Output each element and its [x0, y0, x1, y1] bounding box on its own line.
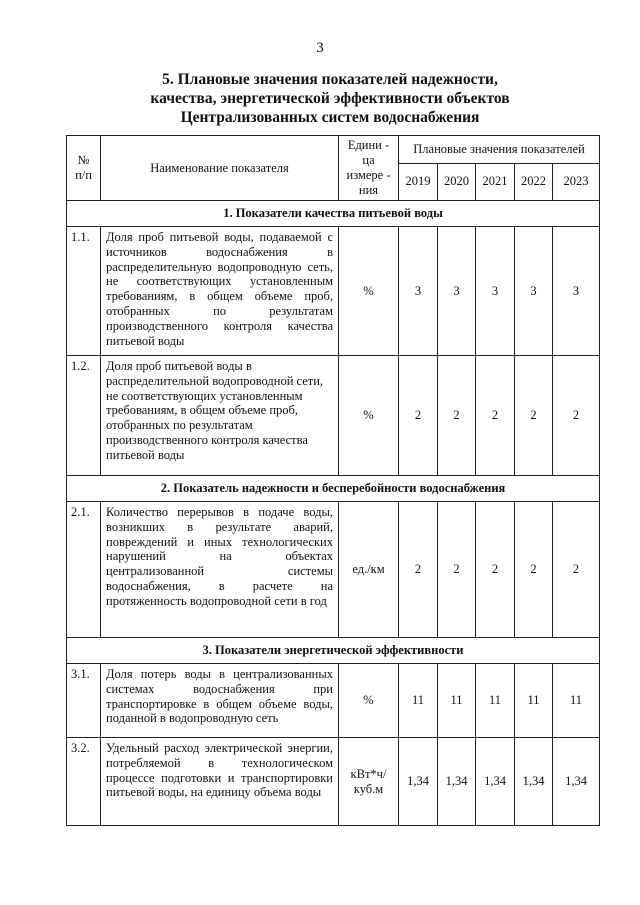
section-header [67, 638, 600, 664]
heading-line-2: качества, энергетической эффективности объектов [150, 90, 510, 107]
row-name: Доля проб питьевой воды в распределительной водопроводной сети, не соответствующих установленным требованиям, в общем объеме проб, отобранных по результатам производственного контроля качества питьевой воды [101, 356, 339, 476]
row-value: 1,34 [553, 738, 600, 826]
document-heading [60, 70, 600, 127]
row-unit: кВт*ч/ куб.м [339, 738, 399, 826]
section-header [67, 201, 600, 227]
row-name: Доля потерь воды в централизованных системах водоснабжения при транспортировке в общем объеме воды, поданной в водопроводную сеть [101, 664, 339, 738]
row-value: 11 [515, 664, 553, 738]
header-year: 2020 [438, 163, 476, 200]
heading-line-1: 5. Плановые значения показателей надежности, [162, 71, 498, 88]
row-num: 3.1. [67, 664, 101, 738]
row-num: 2.1. [67, 502, 101, 638]
row-value: 11 [438, 664, 476, 738]
header-year: 2022 [515, 163, 553, 200]
row-value: 11 [399, 664, 438, 738]
row-value: 1,34 [438, 738, 476, 826]
row-num: 1.2. [67, 356, 101, 476]
row-unit: ед./км [339, 502, 399, 638]
row-value: 2 [553, 356, 600, 476]
row-num: 1.1. [67, 227, 101, 356]
page-number: 3 [316, 40, 324, 56]
row-value: 2 [553, 502, 600, 638]
row-unit: % [339, 227, 399, 356]
section-title: 2. Показатель надежности и бесперебойности водоснабжения [67, 476, 600, 502]
row-value: 1,34 [515, 738, 553, 826]
row-name: Доля проб питьевой воды, подаваемой с источников водоснабжения в распределительную водопроводную сеть, не соответствующих установленным требованиям, в общем объеме проб, отобранных по результатам производственного контроля качества питьевой воды [101, 227, 339, 356]
row-value: 11 [476, 664, 515, 738]
header-num: № п/п [67, 136, 101, 201]
row-value: 2 [438, 356, 476, 476]
header-year: 2023 [553, 163, 600, 200]
row-unit: % [339, 356, 399, 476]
row-value: 3 [399, 227, 438, 356]
header-year: 2021 [476, 163, 515, 200]
section-title: 1. Показатели качества питьевой воды [67, 201, 600, 227]
row-value: 3 [553, 227, 600, 356]
row-value: 2 [399, 502, 438, 638]
row-value: 1,34 [399, 738, 438, 826]
header-plan: Плановые значения показателей [399, 136, 600, 164]
heading-line-3: Централизованных систем водоснабжения [180, 109, 480, 126]
indicators-table [66, 135, 600, 826]
row-value: 2 [515, 356, 553, 476]
section-title: 3. Показатели энергетической эффективности [67, 638, 600, 664]
section-header [67, 476, 600, 502]
table-row [67, 356, 600, 476]
row-num: 3.2. [67, 738, 101, 826]
table-row [67, 227, 600, 356]
row-value: 3 [438, 227, 476, 356]
row-value: 3 [476, 227, 515, 356]
row-value: 11 [553, 664, 600, 738]
table-row [67, 664, 600, 738]
header-unit: Едини - ца измере - ния [339, 136, 399, 201]
table-row [67, 738, 600, 826]
row-value: 3 [515, 227, 553, 356]
row-value: 2 [399, 356, 438, 476]
row-value: 2 [476, 502, 515, 638]
table-row [67, 502, 600, 638]
row-value: 1,34 [476, 738, 515, 826]
row-value: 2 [476, 356, 515, 476]
header-year: 2019 [399, 163, 438, 200]
header-name: Наименование показателя [101, 136, 339, 201]
header-row [67, 136, 600, 164]
row-value: 2 [438, 502, 476, 638]
row-name: Удельный расход электрической энергии, потребляемой в технологическом процессе подготовки и транспортировки питьевой воды, на единицу объема воды [101, 738, 339, 826]
row-value: 2 [515, 502, 553, 638]
row-name: Количество перерывов в подаче воды, возникших в результате аварий, повреждений и иных технологических нарушений на объектах централизованной системы водоснабжения, в расчете на протяженность водопроводной сети в год [101, 502, 339, 638]
row-unit: % [339, 664, 399, 738]
